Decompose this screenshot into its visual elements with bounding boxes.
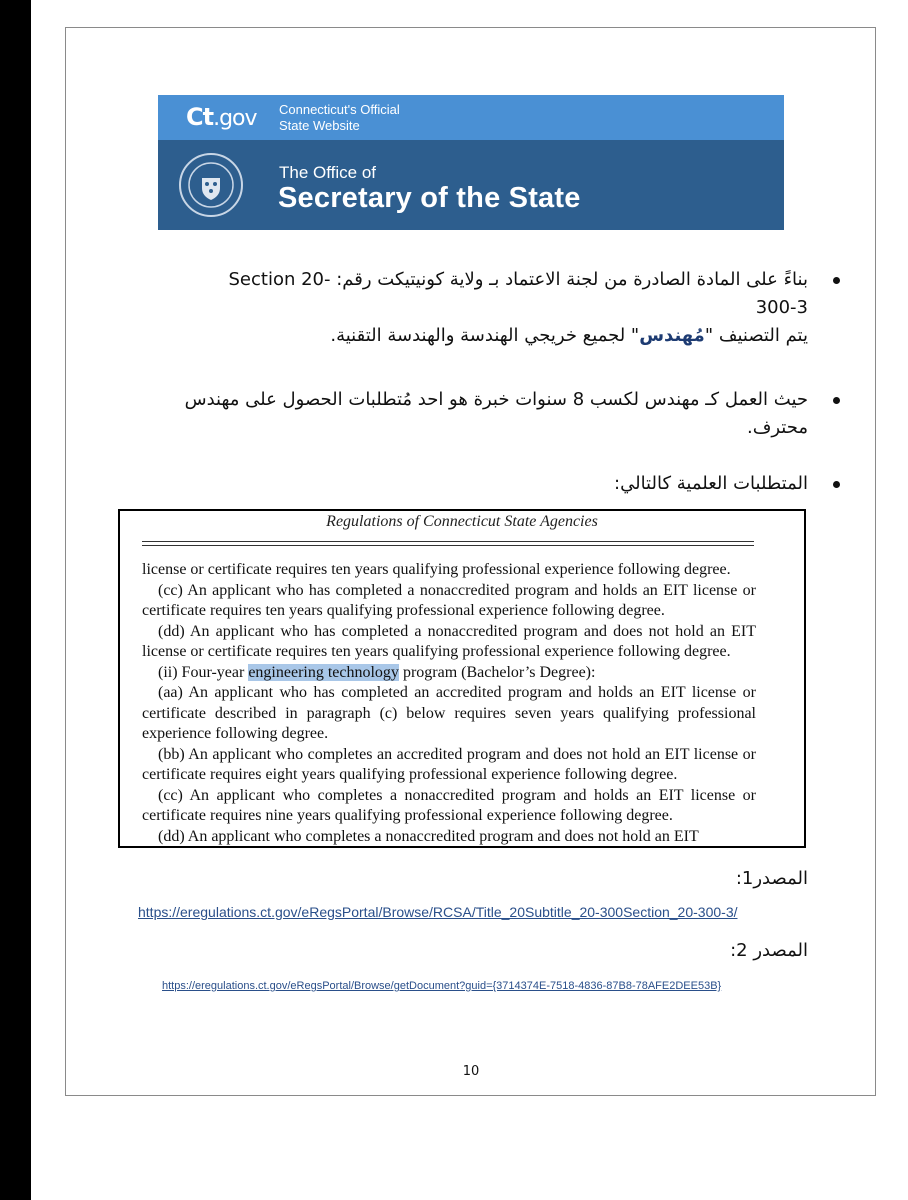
left-black-bar <box>0 0 31 1200</box>
reg-paragraph: (aa) An applicant who has completed an accredited program and holds an EIT license or certificate described in paragraph (c) below requires seven years qualifying professional experience following degree. <box>142 684 756 742</box>
banner-top-strip <box>158 95 784 140</box>
regulation-text <box>142 560 756 847</box>
source-2-link[interactable]: https://eregulations.ct.gov/eRegsPortal/Browse/getDocument?guid={3714374E-7518-4836-87B8-78AFE2DEE53B} <box>162 980 722 992</box>
page-number: 10 <box>462 1064 480 1079</box>
bullet-1-line2 <box>148 322 808 350</box>
source-1-label: المصدر1: <box>735 868 808 889</box>
bullet-1 <box>148 266 808 350</box>
reg-paragraph: (dd) An applicant who has completed a nonaccredited program and does not hold an EIT license or certificate requires ten years qualifying professional experience following degree. <box>142 622 756 660</box>
bullet-2 <box>168 386 808 442</box>
reg-paragraph: (bb) An applicant who completes an accredited program and does not hold an EIT license or certificate requires eight years qualifying professional experience following degree. <box>142 745 756 783</box>
bullet-1-arabic: بناءً على المادة الصادرة من لجنة الاعتماد بـ ولاية كونيتيكت رقم: <box>336 269 808 290</box>
reg-p4-post: program (Bachelor’s Degree): <box>398 663 596 681</box>
ct-sots-banner <box>158 95 784 230</box>
banner-bottom-strip <box>158 140 784 230</box>
secretary-of-state-title: Secretary of the State <box>278 182 581 214</box>
reg-paragraph <box>142 663 756 684</box>
regulation-header: Regulations of Connecticut State Agencies <box>326 513 598 530</box>
logo-ct-text: Ct <box>186 103 214 131</box>
header-rule <box>142 545 754 546</box>
bullet-dot <box>833 397 840 404</box>
bullet-dot <box>833 481 840 488</box>
reg-paragraph: license or certificate requires ten years qualifying professional experience following degree. <box>142 561 731 578</box>
highlighted-phrase: engineering technology <box>248 663 399 681</box>
header-rule <box>142 541 754 542</box>
official-line1: Connecticut's Official <box>279 102 400 117</box>
bullet-1-line2-pre: يتم التصنيف " <box>704 325 808 346</box>
regulation-excerpt-image <box>118 509 806 848</box>
bullet-dot <box>833 277 840 284</box>
ct-gov-logo <box>186 103 257 131</box>
official-website-text <box>279 102 400 134</box>
bullet-2-text: حيث العمل كـ مهندس لكسب 8 سنوات خبرة هو احد مُتطلبات الحصول على مهندس محترف. <box>184 389 808 438</box>
reg-paragraph: (dd) An applicant who completes a nonaccredited program and does not hold an EIT <box>158 827 699 845</box>
engineer-word: مُهندس <box>639 325 705 346</box>
bullet-1-section: Section 20- <box>228 269 331 290</box>
reg-paragraph: (cc) An applicant who completes a nonaccredited program and holds an EIT license or certificate requires nine years qualifying professional experience following degree. <box>142 786 756 824</box>
bullet-3-text: المتطلبات العلمية كالتالي: <box>614 473 808 494</box>
bullet-1-line2-post: " لجميع خريجي الهندسة والهندسة التقنية. <box>330 325 640 346</box>
state-seal-icon <box>178 152 244 218</box>
source-1-link[interactable]: https://eregulations.ct.gov/eRegsPortal/Browse/RCSA/Title_20Subtitle_20-300Section_20-300-3/ <box>138 904 738 920</box>
reg-paragraph: (cc) An applicant who has completed a nonaccredited program and holds an EIT license or certificate requires ten years qualifying professional experience following degree. <box>142 581 756 619</box>
official-line2: State Website <box>279 118 360 133</box>
reg-p4-pre: (ii) Four-year <box>158 663 249 681</box>
source-2-label: المصدر 2: <box>730 940 808 961</box>
bullet-1-line1 <box>148 266 808 294</box>
bullet-3 <box>168 470 808 498</box>
logo-gov-text: .gov <box>213 106 257 131</box>
bullet-1-section-number: 300-3 <box>755 297 808 318</box>
office-of-text: The Office of <box>279 163 377 182</box>
